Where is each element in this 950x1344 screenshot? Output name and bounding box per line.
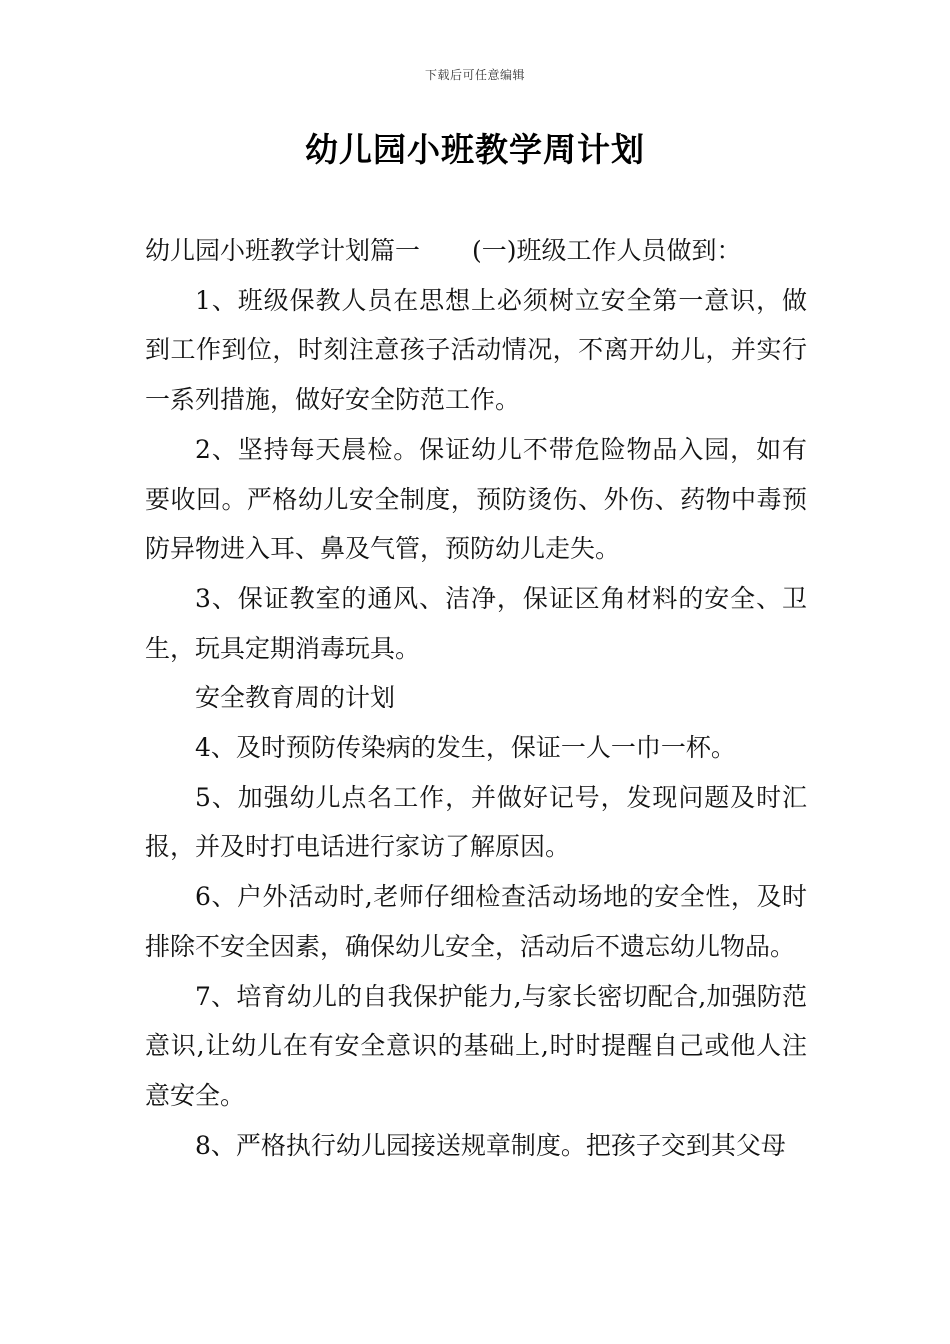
paragraph-2: 2、坚持每天晨检。保证幼儿不带危险物品入园，如有要收回。严格幼儿安全制度，预防烫伤、外伤、药物中毒预防异物进入耳、鼻及气管，预防幼儿走失。 [145, 434, 807, 564]
header-note: 下载后可任意编辑 [424, 68, 525, 82]
page-title: 幼儿园小班教学周计划 [305, 130, 645, 169]
paragraph-4: 4、及时预防传染病的发生，保证一人一巾一杯。 [195, 733, 736, 763]
intro-right: (一)班级工作人员做到： [472, 236, 742, 265]
document-body [145, 226, 807, 1170]
intro-left: 幼儿园小班教学计划篇一 [145, 236, 421, 265]
paragraph-3: 3、保证教室的通风、洁净，保证区角材料的安全、卫生，玩具定期消毒玩具。 [145, 583, 807, 663]
paragraph-8: 8、严格执行幼儿园接送规章制度。把孩子交到其父母 [195, 1130, 786, 1160]
intro-line [145, 226, 807, 276]
paragraph-5: 5、加强幼儿点名工作，并做好记号，发现问题及时汇报，并及时打电话进行家访了解原因。 [145, 782, 807, 862]
section-heading: 安全教育周的计划 [195, 683, 396, 713]
paragraph-7: 7、培育幼儿的自我保护能力,与家长密切配合,加强防范意识,让幼儿在有安全意识的基础上,时时提醒自己或他人注意安全。 [145, 981, 807, 1110]
paragraph-6: 6、户外活动时,老师仔细检查活动场地的安全性，及时排除不安全因素，确保幼儿安全，活动后不遗忘幼儿物品。 [145, 882, 807, 961]
paragraph-1: 1、班级保教人员在思想上必须树立安全第一意识，做到工作到位，时刻注意孩子活动情况，不离开幼儿，并实行一系列措施，做好安全防范工作。 [145, 285, 807, 415]
